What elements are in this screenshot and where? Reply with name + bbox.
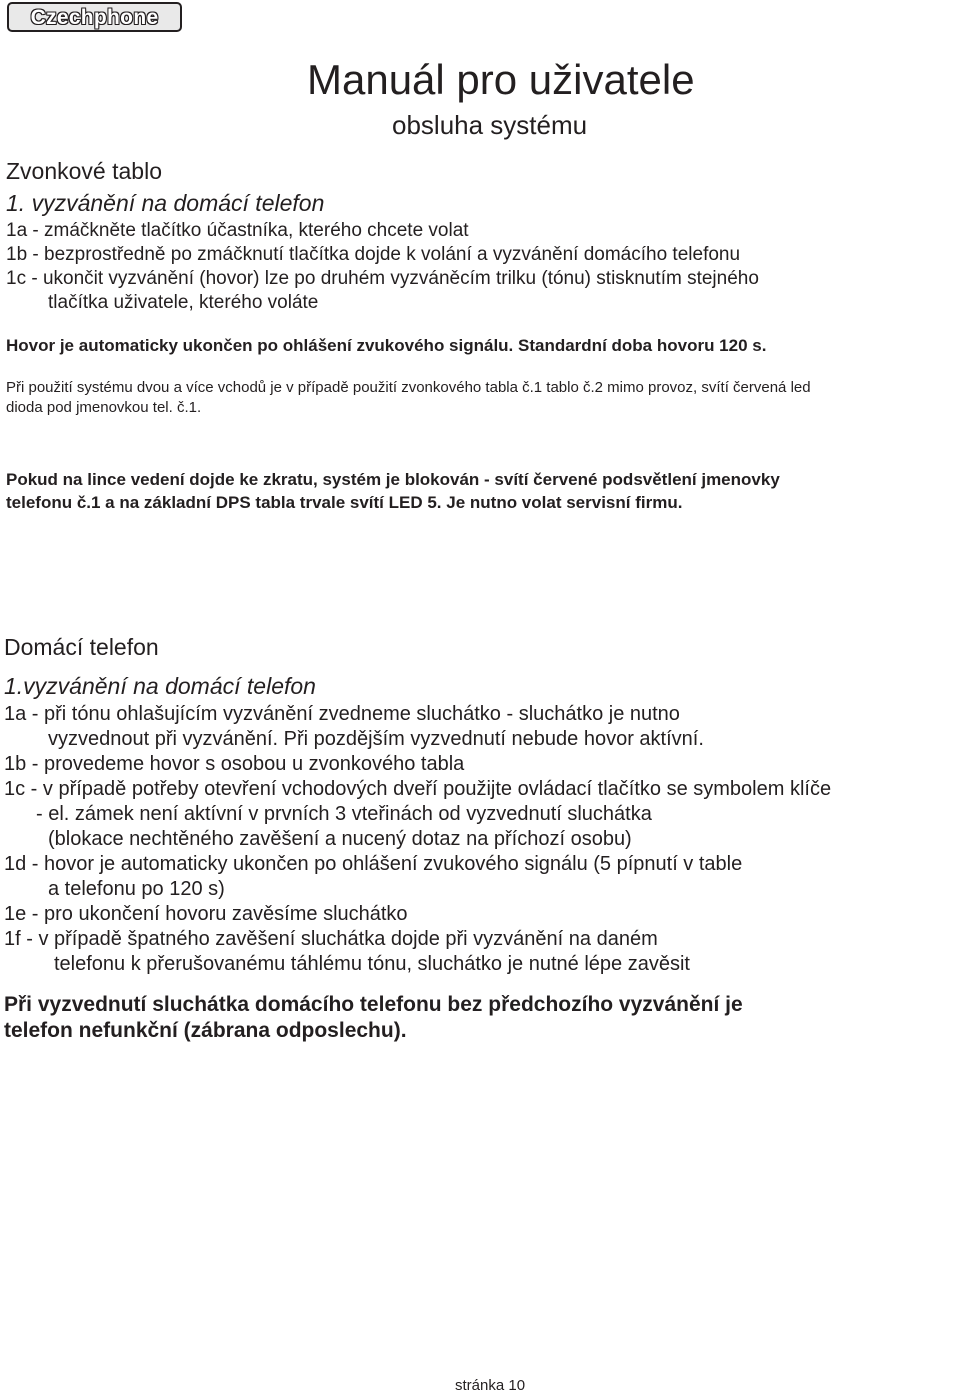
instruction-line: 1a - při tónu ohlašujícím vyzvánění zvedneme sluchátko - sluchátko je nutno (4, 703, 680, 725)
instruction-line: 1e - pro ukončení hovoru zavěsíme sluchátko (4, 903, 408, 925)
page-title: Manuál pro uživatele (307, 56, 695, 103)
instruction-line: 1f - v případě špatného zavěšení sluchátka dojde při vyzvánění na daném (4, 928, 658, 950)
final-note-line: Při vyzvednutí sluchátka domácího telefonu bez předchozího vyzvánění je (4, 993, 743, 1016)
instruction-line: a telefonu po 120 s) (48, 878, 225, 900)
page-number: stránka 10 (455, 1377, 526, 1394)
section-heading-telefon: Domácí telefon (4, 634, 159, 660)
instruction-line: 1d - hovor je automaticky ukončen po ohlášení zvukového signálu (5 pípnutí v table (4, 853, 743, 875)
page-subtitle: obsluha systému (392, 110, 588, 140)
warning-line: telefonu č.1 a na základní DPS tabla trvale svítí LED 5. Je nutno volat servisní firmu. (6, 493, 683, 512)
section-subheading-telefon: 1.vyzvánění na domácí telefon (4, 673, 316, 699)
bold-note-call-duration: Hovor je automaticky ukončen po ohlášení zvukového signálu. Standardní doba hovoru 120 s. (6, 336, 767, 355)
czechphone-logo (7, 2, 182, 32)
warning-line: Pokud na lince vedení dojde ke zkratu, systém je blokován - svítí červené podsvětlení jmenovky (6, 470, 780, 489)
instruction-line: vyzvednout při vyzvánění. Při pozdějším vyzvednutí nebude hovor aktívní. (48, 728, 704, 750)
final-note-line: telefon nefunkční (zábrana odposlechu). (4, 1019, 407, 1042)
instruction-line: telefonu k přerušovanému táhlému tónu, sluchátko je nutné lépe zavěsit (54, 953, 690, 975)
instruction-line: 1c - ukončit vyzvánění (hovor) lze po druhém vyzváněcím trilku (tónu) stisknutím stejného (6, 268, 759, 289)
logo-text: Czechphone (30, 5, 159, 29)
section-subheading-tablo: 1. vyzvánění na domácí telefon (6, 190, 325, 216)
instruction-line: (blokace nechtěného zavěšení a nucený dotaz na příchozí osobu) (48, 828, 632, 850)
section-heading-tablo: Zvonkové tablo (6, 158, 162, 184)
small-note-line: Při použití systému dvou a více vchodů je v případě použití zvonkového tabla č.1 tablo č.2 mimo provoz, svítí červená led (6, 379, 811, 396)
instruction-line: - el. zámek není aktívní v prvních 3 vteřinách od vyzvednutí sluchátka (36, 803, 652, 825)
instruction-line: 1a - zmáčkněte tlačítko účastníka, kterého chcete volat (6, 220, 469, 241)
small-note-line: dioda pod jmenovkou tel. č.1. (6, 399, 202, 416)
instruction-line: 1b - bezprostředně po zmáčknutí tlačítka dojde k volání a vyzvánění domácího telefonu (6, 244, 741, 265)
instruction-line: 1b - provedeme hovor s osobou u zvonkového tabla (4, 753, 465, 775)
instruction-line: tlačítka uživatele, kterého voláte (48, 292, 319, 313)
instruction-line: 1c - v případě potřeby otevření vchodových dveří použijte ovládací tlačítko se symbolem klíče (4, 778, 832, 800)
